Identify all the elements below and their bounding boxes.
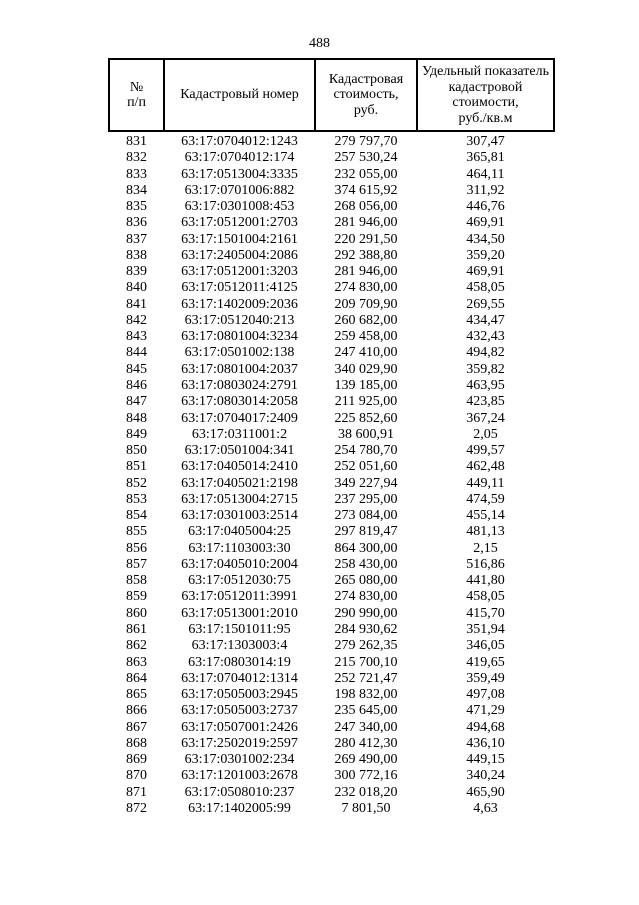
table-row <box>109 280 554 296</box>
specific-value-cell: 359,82 <box>466 361 505 377</box>
row-number-cell: 865 <box>126 687 147 703</box>
row-number-cell: 868 <box>126 735 147 751</box>
table-row <box>109 768 554 784</box>
cadastral-value-cell: 349 227,94 <box>334 475 398 491</box>
column-header-line: кадастровой <box>448 79 523 95</box>
cadastral-value-cell: 290 990,00 <box>334 605 398 621</box>
cadastral-value-cell: 232 018,20 <box>334 784 398 800</box>
specific-value-cell: 359,20 <box>466 247 505 263</box>
cadastral-value-cell: 198 832,00 <box>334 687 398 703</box>
cadastral-value-cell: 139 185,00 <box>334 377 398 393</box>
table-body <box>109 131 554 817</box>
specific-value-cell: 465,90 <box>466 784 505 800</box>
cadastral-value-cell: 274 830,00 <box>334 589 398 605</box>
cadastral-value-cell: 265 080,00 <box>334 573 398 589</box>
specific-value-cell: 455,14 <box>466 508 505 524</box>
cadastral-value-cell: 269 490,00 <box>334 752 398 768</box>
column-header-line: п/п <box>127 95 146 110</box>
table-row <box>109 378 554 394</box>
cadastral-value-table <box>108 58 555 817</box>
cadastral-number-cell: 63:17:0501004:341 <box>184 443 295 459</box>
table-row <box>109 297 554 313</box>
cadastral-value-cell: 268 056,00 <box>334 199 398 215</box>
specific-value-cell: 419,65 <box>466 654 505 670</box>
column-header-line: стоимость, <box>333 87 399 103</box>
column-header-line: стоимости, <box>452 95 519 110</box>
row-number-cell: 834 <box>126 182 147 198</box>
cadastral-value-cell: 300 772,16 <box>334 768 398 784</box>
cadastral-value-cell: 247 340,00 <box>334 719 398 735</box>
cadastral-number-cell: 63:17:0501002:138 <box>184 345 295 361</box>
cadastral-number-cell: 63:17:0803014:19 <box>188 654 291 670</box>
cadastral-number-cell: 63:17:0505003:2945 <box>181 687 298 703</box>
specific-value-cell: 346,05 <box>466 638 505 654</box>
column-header-line: № <box>129 79 144 95</box>
cadastral-number-cell: 63:17:0301008:453 <box>184 199 295 215</box>
specific-value-cell: 471,29 <box>466 703 505 719</box>
specific-value-cell: 481,13 <box>466 524 505 540</box>
row-number-cell: 843 <box>126 329 147 345</box>
row-number-cell: 844 <box>126 345 147 361</box>
cadastral-number-cell: 63:17:0301002:234 <box>184 752 295 768</box>
specific-value-cell: 432,43 <box>466 329 505 345</box>
specific-value-cell: 365,81 <box>466 150 505 166</box>
specific-value-cell: 415,70 <box>466 605 505 621</box>
cadastral-value-cell: 260 682,00 <box>334 312 398 328</box>
table-row <box>109 345 554 361</box>
cadastral-number-cell: 63:17:0405004:25 <box>188 524 291 540</box>
cadastral-number-cell: 63:17:0803014:2058 <box>181 394 298 410</box>
specific-value-cell: 307,47 <box>466 134 505 149</box>
column-header-line: руб. <box>353 102 379 118</box>
table-row <box>109 150 554 166</box>
cadastral-number-cell: 63:17:0704012:174 <box>184 150 295 166</box>
table-row <box>109 313 554 329</box>
cadastral-number-cell: 63:17:0405021:2198 <box>181 475 298 491</box>
row-number-cell: 857 <box>126 556 147 572</box>
table-row <box>109 459 554 475</box>
specific-value-cell: 469,91 <box>466 215 505 231</box>
row-number-cell: 861 <box>126 621 147 637</box>
row-number-cell: 856 <box>126 540 147 556</box>
table-row <box>109 131 554 150</box>
cadastral-number-cell: 63:17:0508010:237 <box>184 784 295 800</box>
cadastral-number-cell: 63:17:1103003:30 <box>188 540 291 556</box>
table-row <box>109 736 554 752</box>
specific-value-cell: 469,91 <box>466 264 505 280</box>
cadastral-number-cell: 63:17:1402009:2036 <box>181 296 298 312</box>
specific-value-cell: 464,11 <box>466 166 505 182</box>
row-number-cell: 838 <box>126 247 147 263</box>
specific-value-cell: 494,82 <box>466 345 505 361</box>
cadastral-number-cell: 63:17:0512001:2703 <box>181 215 298 231</box>
row-number-cell: 837 <box>126 231 147 247</box>
cadastral-value-cell: 864 300,00 <box>334 540 398 556</box>
cadastral-value-cell: 292 388,80 <box>334 247 398 263</box>
cadastral-number-cell: 63:17:1501004:2161 <box>181 231 298 247</box>
cadastral-number-cell: 63:17:0512001:3203 <box>181 264 298 280</box>
cadastral-number-cell: 63:17:2502019:2597 <box>181 735 298 751</box>
specific-value-cell: 458,05 <box>466 280 505 296</box>
row-number-cell: 853 <box>126 491 147 507</box>
cadastral-number-cell: 63:17:1303003:4 <box>191 638 288 654</box>
cadastral-value-cell: 232 055,00 <box>334 166 398 182</box>
row-number-cell: 850 <box>126 443 147 459</box>
row-number-cell: 860 <box>126 605 147 621</box>
specific-value-cell: 351,94 <box>466 621 505 637</box>
table-row <box>109 329 554 345</box>
table-row <box>109 622 554 638</box>
cadastral-value-cell: 235 645,00 <box>334 703 398 719</box>
table-row <box>109 785 554 801</box>
table-row <box>109 589 554 605</box>
row-number-cell: 840 <box>126 280 147 296</box>
specific-value-cell: 4,63 <box>473 800 498 816</box>
table-row <box>109 167 554 183</box>
cadastral-number-header <box>164 59 315 131</box>
specific-value-cell: 449,15 <box>466 752 505 768</box>
page-number: 488 <box>309 36 330 51</box>
row-number-cell: 842 <box>126 312 147 328</box>
cadastral-value-cell: 252 051,60 <box>334 459 398 475</box>
cadastral-number-cell: 63:17:1402005:99 <box>188 800 291 816</box>
specific-value-cell: 463,95 <box>466 377 505 393</box>
cadastral-number-cell: 63:17:0704012:1314 <box>181 670 298 686</box>
table-row <box>109 232 554 248</box>
cadastral-value-cell: 279 262,35 <box>334 638 398 654</box>
cadastral-number-cell: 63:17:0803024:2791 <box>181 377 298 393</box>
table-row <box>109 394 554 410</box>
specific-value-cell: 359,49 <box>466 670 505 686</box>
cadastral-value-cell: 284 930,62 <box>334 621 398 637</box>
table-row <box>109 720 554 736</box>
table-row <box>109 411 554 427</box>
cadastral-value-cell: 215 700,10 <box>334 654 398 670</box>
cadastral-value-cell: 280 412,30 <box>334 735 398 751</box>
specific-value-cell: 497,08 <box>466 687 505 703</box>
specific-value-cell: 436,10 <box>466 735 505 751</box>
table-row <box>109 655 554 671</box>
cadastral-value-cell: 7 801,50 <box>341 800 391 816</box>
table-row <box>109 606 554 622</box>
table-row <box>109 573 554 589</box>
cadastral-value-cell: 220 291,50 <box>334 231 398 247</box>
table-row <box>109 248 554 264</box>
row-number-cell: 862 <box>126 638 147 654</box>
cadastral-number-cell: 63:17:0505003:2737 <box>181 703 298 719</box>
cadastral-number-cell: 63:17:0513004:3335 <box>181 166 298 182</box>
cadastral-value-cell: 281 946,00 <box>334 264 398 280</box>
table-row <box>109 183 554 199</box>
table-row <box>109 264 554 280</box>
cadastral-value-cell: 258 430,00 <box>334 556 398 572</box>
column-header-line: руб./кв.м <box>458 110 513 126</box>
cadastral-number-cell: 63:17:1201003:2678 <box>181 768 298 784</box>
cadastral-number-cell: 63:17:0311001:2 <box>191 426 288 442</box>
row-number-cell: 854 <box>126 508 147 524</box>
column-header-line: Удельный показатель <box>422 64 549 79</box>
specific-value-cell: 458,05 <box>466 589 505 605</box>
row-number-cell: 859 <box>126 589 147 605</box>
cadastral-value-cell: 297 819,47 <box>334 524 398 540</box>
cadastral-number-cell: 63:17:0512011:3991 <box>181 589 298 605</box>
cadastral-value-cell: 252 721,47 <box>334 670 398 686</box>
cadastral-value-cell: 259 458,00 <box>334 329 398 345</box>
row-number-cell: 835 <box>126 199 147 215</box>
cadastral-number-cell: 63:17:2405004:2086 <box>181 247 298 263</box>
cadastral-number-cell: 63:17:0801004:2037 <box>181 361 298 377</box>
cadastral-value-cell: 340 029,90 <box>334 361 398 377</box>
row-number-cell: 871 <box>126 784 147 800</box>
row-number-cell: 836 <box>126 215 147 231</box>
row-number-cell: 833 <box>126 166 147 182</box>
specific-value-cell: 499,57 <box>466 443 505 459</box>
specific-value-cell: 434,47 <box>466 312 505 328</box>
row-number-cell: 870 <box>126 768 147 784</box>
cadastral-value-cell: 211 925,00 <box>334 394 398 410</box>
row-number-cell: 851 <box>126 459 147 475</box>
cadastral-value-cell: 237 295,00 <box>334 491 398 507</box>
row-number-cell: 855 <box>126 524 147 540</box>
table-row <box>109 801 554 817</box>
cadastral-value-cell: 273 084,00 <box>334 508 398 524</box>
specific-value-cell: 462,48 <box>466 459 505 475</box>
table-row <box>109 362 554 378</box>
specific-value-cell: 367,24 <box>466 410 505 426</box>
specific-value-cell: 423,85 <box>466 394 505 410</box>
specific-value-cell: 2,05 <box>473 426 498 442</box>
row-number-header <box>109 59 164 131</box>
row-number-cell: 858 <box>126 573 147 589</box>
specific-value-cell: 2,15 <box>473 540 498 556</box>
table-header <box>109 59 554 131</box>
row-number-cell: 831 <box>126 134 147 149</box>
table-row <box>109 752 554 768</box>
table-row <box>109 541 554 557</box>
row-number-cell: 866 <box>126 703 147 719</box>
cadastral-number-cell: 63:17:0512040:213 <box>184 312 295 328</box>
cadastral-value-cell: 274 830,00 <box>334 280 398 296</box>
cadastral-number-cell: 63:17:0701006:882 <box>184 182 295 198</box>
row-number-cell: 863 <box>126 654 147 670</box>
table-row <box>109 215 554 231</box>
row-number-cell: 845 <box>126 361 147 377</box>
cadastral-number-cell: 63:17:0801004:3234 <box>181 329 298 345</box>
cadastral-number-cell: 63:17:0512011:4125 <box>181 280 298 296</box>
row-number-cell: 867 <box>126 719 147 735</box>
row-number-cell: 841 <box>126 296 147 312</box>
table-row <box>109 703 554 719</box>
specific-value-header <box>417 59 554 131</box>
row-number-cell: 847 <box>126 394 147 410</box>
row-number-cell: 852 <box>126 475 147 491</box>
specific-value-cell: 474,59 <box>466 491 505 507</box>
cadastral-value-header <box>315 59 417 131</box>
row-number-cell: 864 <box>126 670 147 686</box>
cadastral-value-cell: 257 530,24 <box>334 150 398 166</box>
cadastral-value-cell: 279 797,70 <box>334 134 398 149</box>
table-row <box>109 671 554 687</box>
row-number-cell: 849 <box>126 426 147 442</box>
specific-value-cell: 311,92 <box>466 182 505 198</box>
row-number-cell: 848 <box>126 410 147 426</box>
specific-value-cell: 494,68 <box>466 719 505 735</box>
row-number-cell: 872 <box>126 800 147 816</box>
row-number-cell: 832 <box>126 150 147 166</box>
cadastral-value-cell: 225 852,60 <box>334 410 398 426</box>
table-row <box>109 687 554 703</box>
table-row <box>109 476 554 492</box>
cadastral-number-cell: 63:17:0513004:2715 <box>181 491 298 507</box>
table-row <box>109 557 554 573</box>
cadastral-number-cell: 63:17:0704017:2409 <box>181 410 298 426</box>
specific-value-cell: 269,55 <box>466 296 505 312</box>
row-number-cell: 839 <box>126 264 147 280</box>
table-row <box>109 508 554 524</box>
cadastral-value-cell: 247 410,00 <box>334 345 398 361</box>
column-header-line: Кадастровая <box>328 71 404 87</box>
table-row <box>109 638 554 654</box>
cadastral-value-cell: 281 946,00 <box>334 215 398 231</box>
cadastral-number-cell: 63:17:0405014:2410 <box>181 459 298 475</box>
cadastral-number-cell: 63:17:0513001:2010 <box>181 605 298 621</box>
cadastral-value-cell: 38 600,91 <box>338 426 394 442</box>
table-row <box>109 492 554 508</box>
table-row <box>109 199 554 215</box>
cadastral-number-cell: 63:17:0512030:75 <box>188 573 291 589</box>
row-number-cell: 869 <box>126 752 147 768</box>
cadastral-number-cell: 63:17:1501011:95 <box>188 621 291 637</box>
row-number-cell: 846 <box>126 377 147 393</box>
specific-value-cell: 516,86 <box>466 556 505 572</box>
table-row <box>109 443 554 459</box>
cadastral-number-cell: 63:17:0704012:1243 <box>181 134 298 149</box>
cadastral-value-cell: 254 780,70 <box>334 443 398 459</box>
table-row <box>109 524 554 540</box>
table-header-row <box>109 59 554 131</box>
specific-value-cell: 446,76 <box>466 199 505 215</box>
cadastral-number-cell: 63:17:0301003:2514 <box>181 508 298 524</box>
cadastral-number-cell: 63:17:0507001:2426 <box>181 719 298 735</box>
specific-value-cell: 434,50 <box>466 231 505 247</box>
specific-value-cell: 449,11 <box>466 475 505 491</box>
cadastral-number-cell: 63:17:0405010:2004 <box>181 556 298 572</box>
table-row <box>109 427 554 443</box>
specific-value-cell: 441,80 <box>466 573 505 589</box>
specific-value-cell: 340,24 <box>466 768 505 784</box>
column-header-line: Кадастровый номер <box>180 87 299 103</box>
cadastral-value-cell: 209 709,90 <box>334 296 398 312</box>
cadastral-value-cell: 374 615,92 <box>334 182 398 198</box>
